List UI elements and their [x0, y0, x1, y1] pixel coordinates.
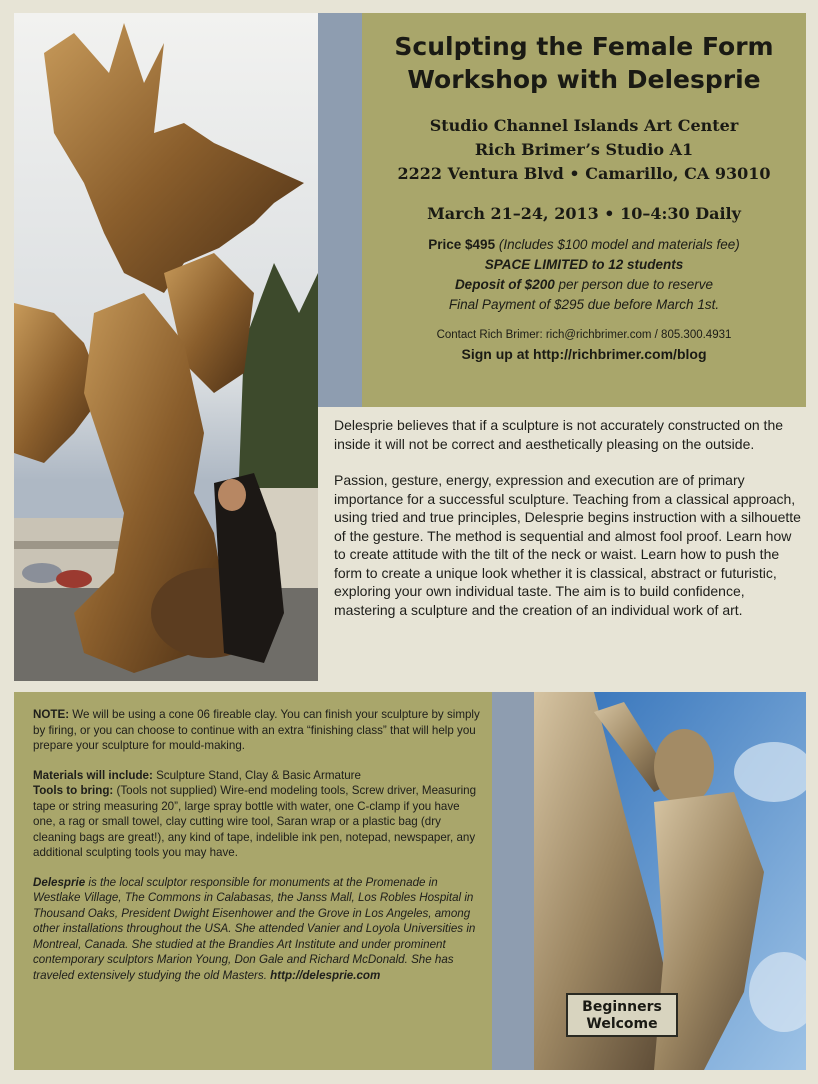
final-payment: Final Payment of $295 due before March 1st. [448, 297, 720, 312]
signup-link[interactable]: Sign up at http://richbrimer.com/blog [461, 346, 707, 362]
bio-text: is the local sculptor responsible for monuments at the Promenade in Westlake Village, The Commons in Calabasas, the Janss Mall, Los Robles Hospital in Thousand Oaks, President Dwight Eisenhower and the Grove in Los Angeles, among other installations throughout the USA. She attended Vanier and Loyola Universities in Montreal, Canada. She studied at the Brandies Art Institute and under prominent contemporary sculptors Marion Young, Don Gale and Richard McDonald. She has traveled extensively studying the old Masters. [33, 875, 476, 982]
title-line-1: Sculpting the Female Form [394, 32, 774, 61]
eagle-sculpture-photo [14, 13, 318, 681]
price-note: (Includes $100 model and materials fee) [495, 237, 740, 252]
bio-name: Delesprie [33, 875, 86, 889]
description-paragraph-1: Delesprie believes that if a sculpture is not accurately constructed on the inside it will not be correct and aesthetically pleasing on the outside. [334, 417, 784, 452]
bio-link[interactable]: http://delesprie.com [270, 968, 381, 982]
note-text: We will be using a cone 06 fireable clay. You can finish your sculpture by simply by firing, or you can choose to continue with an extra “finishing class” that will help you prepare your sculpture for mould-making. [33, 708, 480, 752]
description [334, 416, 806, 637]
materials-text: Sculpture Stand, Clay & Basic Armature [152, 768, 361, 782]
beginners-welcome-badge [566, 993, 678, 1037]
tools-text: (Tools not supplied) Wire-end modeling tools, Screw driver, Measuring tape or string measuring 20”, large spray bottle with water, one C-clamp if you have one, a rag or small towel, clay cutting wire tool, Saran wrap or a plastic bag (dry cleaning bags are great!), any kind of tape, indelible ink pen, notepad, newspaper, any additional sculpting tools you may have. [33, 784, 477, 859]
venue-block [362, 114, 806, 186]
badge-line-1: Beginners [582, 999, 662, 1015]
venue-line-2: Rich Brimer’s Studio A1 [474, 140, 694, 159]
venue-line-1: Studio Channel Islands Art Center [429, 116, 739, 135]
deposit-label: Deposit of $200 [454, 277, 555, 292]
title-line-2: Workshop with Delesprie [407, 65, 761, 94]
deposit-text: per person due to reserve [554, 277, 714, 292]
space-limited: SPACE LIMITED to 12 students [484, 257, 684, 272]
materials-label: Materials will include: [33, 768, 153, 782]
decorative-stripe [318, 13, 362, 407]
price-label: Price $495 [428, 237, 496, 252]
decorative-stripe-lower [492, 692, 534, 1070]
description-paragraph-2: Passion, gesture, energy, expression and execution are of primary importance for a successful sculpture. Teaching from a classical approach, using tried and true principles, Delesprie begins instruction with a silhouette of the gesture. The method is sequential and almost fool proof. Learn how to create attitude with the tilt of the neck or waist. Learn how to push the form to create a unique look whether it is classical, abstract or futuristic, exploring your own individual taste. The aim is to build confidence, mastering a sculpture and the creation of an individual work of art. [334, 472, 801, 618]
venue-line-3: 2222 Ventura Blvd • Camarillo, CA 93010 [397, 164, 771, 183]
workshop-dates: March 21–24, 2013 • 10–4:30 Daily [427, 204, 741, 223]
contact-info[interactable]: Contact Rich Brimer: rich@richbrimer.com / 805.300.4931 [436, 329, 732, 341]
note-label: NOTE: [33, 708, 70, 721]
price-block [362, 235, 806, 315]
details-text [33, 707, 483, 997]
badge-line-2: Welcome [586, 1016, 658, 1032]
workshop-header [362, 13, 806, 407]
tools-label: Tools to bring: [33, 784, 114, 797]
